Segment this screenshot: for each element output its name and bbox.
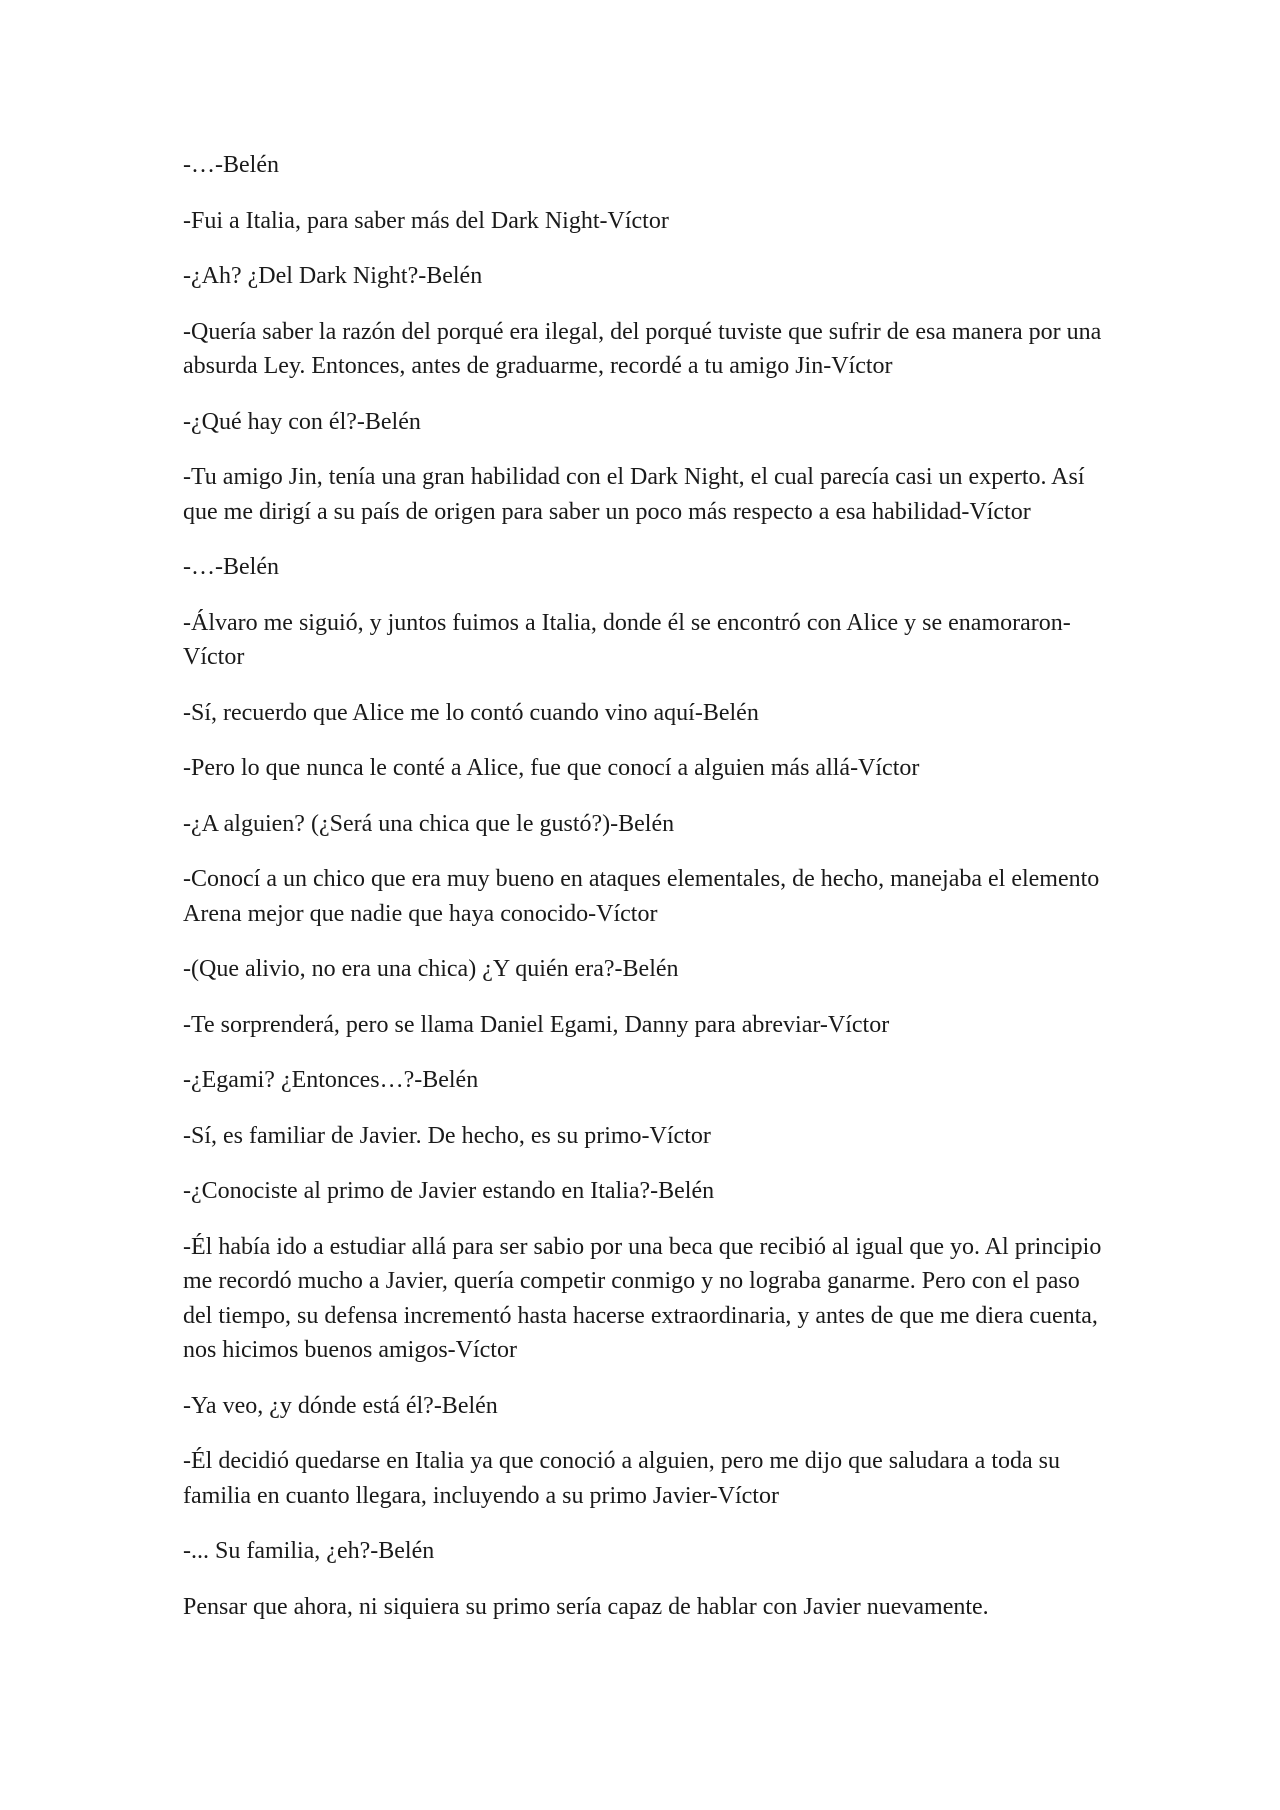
paragraph-16: -Sí, es familiar de Javier. De hecho, es su primo-Víctor	[183, 1122, 711, 1149]
paragraph-7: -…-Belén	[183, 554, 279, 580]
paragraph-10: -Pero lo que nunca le conté a Alice, fue que conocí a alguien más allá-Víctor	[183, 755, 920, 781]
paragraph-22: Pensar que ahora, ni siquiera su primo sería capaz de hablar con Javier nuevamente.	[183, 1593, 989, 1620]
paragraph-4: -Quería saber la razón del porqué era ilegal, del porqué tuviste que sufrir de esa manera por una absurda Ley. Entonces, antes de graduarme, recordé a tu amigo Jin-Víctor	[183, 318, 1102, 379]
paragraph-11: -¿A alguien? (¿Será una chica que le gustó?)-Belén	[183, 810, 675, 837]
paragraph-3: -¿Ah? ¿Del Dark Night?-Belén	[183, 263, 483, 289]
paragraph-14: -Te sorprenderá, pero se llama Daniel Egami, Danny para abreviar-Víctor	[183, 1011, 890, 1038]
paragraph-18: -Él había ido a estudiar allá para ser sabio por una beca que recibió al igual que yo. Al principio me recordó mucho a Javier, quería competir conmigo y no lograba ganarme. Pero con el paso del tiempo, su defensa incrementó hasta hacerse extraordinaria, y antes de que me diera cuenta, nos hicimos buenos amigos-Víctor	[183, 1233, 1102, 1363]
paragraph-2: -Fui a Italia, para saber más del Dark Night-Víctor	[183, 207, 669, 234]
paragraph-20: -Él decidió quedarse en Italia ya que conoció a alguien, pero me dijo que saludara a toda su familia en cuanto llegara, incluyendo a su primo Javier-Víctor	[183, 1448, 1060, 1509]
document-body	[183, 148, 1103, 1645]
paragraph-15: -¿Egami? ¿Entonces…?-Belén	[183, 1067, 479, 1093]
paragraph-8: -Álvaro me siguió, y juntos fuimos a Italia, donde él se encontró con Alice y se enamoraron-Víctor	[183, 609, 1071, 670]
paragraph-5: -¿Qué hay con él?-Belén	[183, 408, 421, 435]
paragraph-12: -Conocí a un chico que era muy bueno en ataques elementales, de hecho, manejaba el elemento Arena mejor que nadie que haya conocido-Víctor	[183, 866, 1100, 927]
paragraph-9: -Sí, recuerdo que Alice me lo contó cuando vino aquí-Belén	[183, 699, 759, 726]
paragraph-19: -Ya veo, ¿y dónde está él?-Belén	[183, 1392, 498, 1419]
paragraph-17: -¿Conociste al primo de Javier estando en Italia?-Belén	[183, 1178, 715, 1204]
paragraph-13: -(Que alivio, no era una chica) ¿Y quién era?-Belén	[183, 956, 679, 982]
paragraph-6: -Tu amigo Jin, tenía una gran habilidad con el Dark Night, el cual parecía casi un experto. Así que me dirigí a su país de origen para saber un poco más respecto a esa habilidad-Víctor	[183, 464, 1085, 525]
paragraph-21: -... Su familia, ¿eh?-Belén	[183, 1538, 435, 1564]
paragraph-1: -…-Belén	[183, 152, 279, 178]
